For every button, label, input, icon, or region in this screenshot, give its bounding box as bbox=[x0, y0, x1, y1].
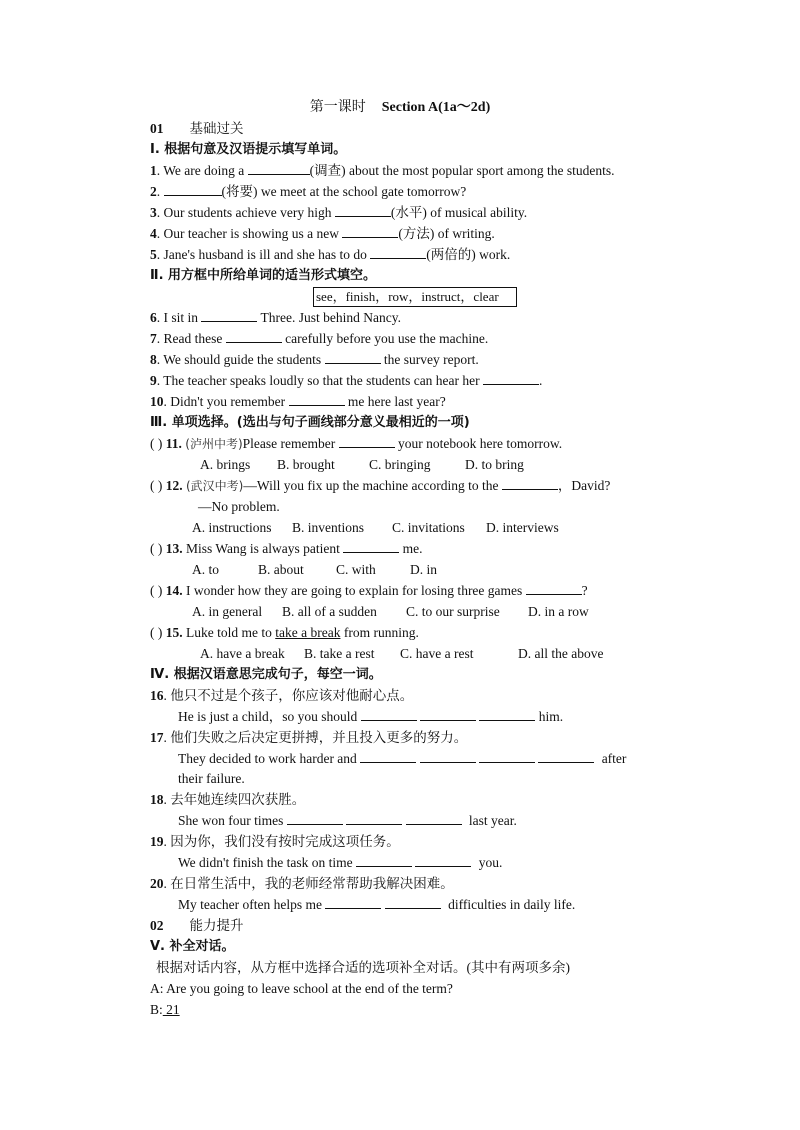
answer-line-17-cont: their failure. bbox=[178, 771, 245, 786]
answer-parens[interactable]: ( ) bbox=[150, 436, 163, 451]
question-7: 7. Read these carefully before you use the machine. bbox=[150, 331, 489, 346]
part-01-header bbox=[150, 119, 244, 139]
question-13: ( ) 13. Miss Wang is always patient me. bbox=[150, 541, 423, 556]
section-iv-heading: Ⅳ. 根据汉语意思完成句子，每空一词。 bbox=[150, 667, 382, 682]
answer-blank[interactable] bbox=[406, 811, 462, 825]
part-label: 基础过关 bbox=[189, 121, 244, 136]
answer-blank[interactable] bbox=[287, 811, 343, 825]
answer-line-20: My teacher often helps me difficulties in daily life. bbox=[178, 897, 576, 912]
blank-21[interactable]: 21 bbox=[162, 1002, 180, 1017]
answer-parens[interactable]: ( ) bbox=[150, 541, 163, 556]
answer-blank[interactable] bbox=[526, 581, 582, 595]
answer-blank[interactable] bbox=[343, 539, 399, 553]
reply-12: —No problem. bbox=[198, 499, 280, 514]
question-6: 6. I sit in Three. Just behind Nancy. bbox=[150, 310, 401, 325]
question-4: 4. Our teacher is showing us a new (方法) of writing. bbox=[150, 226, 495, 241]
answer-blank[interactable] bbox=[346, 811, 402, 825]
part-02-header bbox=[150, 916, 244, 936]
question-17: 17. 他们失败之后决定更拼搏，并且投入更多的努力。 bbox=[150, 730, 468, 745]
answer-blank[interactable] bbox=[420, 749, 476, 763]
answer-blank[interactable] bbox=[361, 707, 417, 721]
option-c[interactable]: C. invitations bbox=[392, 520, 465, 535]
option-d[interactable]: D. to bring bbox=[465, 457, 524, 472]
answer-line-18: She won four times last year. bbox=[178, 813, 517, 828]
answer-blank[interactable] bbox=[342, 224, 398, 238]
section-label: Section A(1a～2d) bbox=[381, 100, 491, 115]
answer-blank[interactable] bbox=[325, 895, 381, 909]
answer-line-17: They decided to work harder and after bbox=[178, 751, 627, 766]
answer-line-16: He is just a child，so you should him. bbox=[178, 709, 564, 724]
answer-blank[interactable] bbox=[420, 707, 476, 721]
option-d[interactable]: D. all the above bbox=[518, 646, 604, 661]
option-c[interactable]: C. bringing bbox=[369, 457, 431, 472]
answer-blank[interactable] bbox=[385, 895, 441, 909]
option-b[interactable]: B. brought bbox=[277, 457, 335, 472]
option-b[interactable]: B. take a rest bbox=[304, 646, 375, 661]
answer-blank[interactable] bbox=[370, 245, 426, 259]
question-16: 16. 他只不过是个孩子，你应该对他耐心点。 bbox=[150, 688, 414, 703]
answer-blank[interactable] bbox=[479, 749, 535, 763]
question-3: 3. Our students achieve very high (水平) of musical ability. bbox=[150, 205, 528, 220]
answer-blank[interactable] bbox=[201, 308, 257, 322]
option-a[interactable]: A. instructions bbox=[192, 520, 272, 535]
question-20: 20. 在日常生活中，我的老师经常帮助我解决困难。 bbox=[150, 876, 454, 891]
options-12 bbox=[192, 518, 559, 538]
options-11 bbox=[200, 455, 524, 475]
option-c[interactable]: C. have a rest bbox=[400, 646, 474, 661]
options-13 bbox=[192, 560, 437, 580]
lesson-label: 第一课时 bbox=[309, 100, 366, 115]
question-19: 19. 因为你，我们没有按时完成这项任务。 bbox=[150, 834, 400, 849]
option-c[interactable]: C. to our surprise bbox=[406, 604, 500, 619]
options-15 bbox=[200, 644, 603, 664]
question-12: ( ) 12. (武汉中考)—Will you fix up the machine according to the ，David? bbox=[150, 478, 611, 493]
answer-blank[interactable] bbox=[415, 853, 471, 867]
option-b[interactable]: B. about bbox=[258, 562, 304, 577]
question-18: 18. 去年她连续四次获胜。 bbox=[150, 792, 306, 807]
option-a[interactable]: A. brings bbox=[200, 457, 251, 472]
option-c[interactable]: C. with bbox=[336, 562, 376, 577]
dialogue-a: A: Are you going to leave school at the end of the term? bbox=[150, 981, 453, 996]
question-5: 5. Jane's husband is ill and she has to do (两倍的) work. bbox=[150, 247, 511, 262]
section-iii-heading: Ⅲ. 单项选择。(选出与句子画线部分意义最相近的一项) bbox=[150, 415, 470, 430]
section-v-heading: Ⅴ. 补全对话。 bbox=[150, 939, 235, 954]
answer-blank[interactable] bbox=[356, 853, 412, 867]
page-title bbox=[0, 98, 800, 118]
section-v-instructions: 根据对话内容，从方框中选择合适的选项补全对话。(其中有两项多余) bbox=[156, 960, 570, 975]
answer-blank[interactable] bbox=[335, 203, 391, 217]
option-b[interactable]: B. inventions bbox=[292, 520, 365, 535]
section-i-heading: Ⅰ. 根据句意及汉语提示填写单词。 bbox=[150, 142, 347, 157]
section-ii-heading: Ⅱ. 用方框中所给单词的适当形式填空。 bbox=[150, 268, 377, 283]
answer-parens[interactable]: ( ) bbox=[150, 478, 163, 493]
option-d[interactable]: D. in a row bbox=[528, 604, 589, 619]
option-a[interactable]: A. have a break bbox=[200, 646, 285, 661]
answer-blank[interactable] bbox=[479, 707, 535, 721]
answer-line-19: We didn't finish the task on time you. bbox=[178, 855, 503, 870]
answer-blank[interactable] bbox=[360, 749, 416, 763]
answer-blank[interactable] bbox=[325, 350, 381, 364]
question-9: 9. The teacher speaks loudly so that the students can hear her . bbox=[150, 373, 543, 388]
answer-blank[interactable] bbox=[483, 371, 539, 385]
question-1: 1. We are doing a (调查) about the most popular sport among the students. bbox=[150, 163, 615, 178]
question-8: 8. We should guide the students the survey report. bbox=[150, 352, 479, 367]
answer-blank[interactable] bbox=[502, 476, 558, 490]
option-d[interactable]: D. interviews bbox=[486, 520, 559, 535]
part-label: 能力提升 bbox=[189, 918, 244, 933]
answer-blank[interactable] bbox=[226, 329, 282, 343]
answer-blank[interactable] bbox=[538, 749, 594, 763]
underlined-phrase: take a break bbox=[275, 625, 341, 640]
answer-blank[interactable] bbox=[339, 434, 395, 448]
option-a[interactable]: A. to bbox=[192, 562, 219, 577]
question-11: ( ) 11. (泸州中考)Please remember your notebook here tomorrow. bbox=[150, 436, 563, 451]
answer-parens[interactable]: ( ) bbox=[150, 583, 163, 598]
option-b[interactable]: B. all of a sudden bbox=[282, 604, 377, 619]
option-d[interactable]: D. in bbox=[410, 562, 437, 577]
question-10: 10. Didn't you remember me here last year? bbox=[150, 394, 446, 409]
option-a[interactable]: A. in general bbox=[192, 604, 263, 619]
answer-blank[interactable] bbox=[289, 392, 345, 406]
part-number: 02 bbox=[150, 918, 164, 933]
answer-blank[interactable] bbox=[164, 182, 222, 196]
answer-parens[interactable]: ( ) bbox=[150, 625, 163, 640]
question-14: ( ) 14. I wonder how they are going to explain for losing three games ? bbox=[150, 583, 588, 598]
question-2: 2. (将要) we meet at the school gate tomorrow? bbox=[150, 184, 467, 199]
part-number: 01 bbox=[150, 121, 164, 136]
answer-blank[interactable] bbox=[248, 161, 310, 175]
word-box: see，finish，row，instruct，clear bbox=[313, 287, 517, 307]
question-15: ( ) 15. Luke told me to take a break from running. bbox=[150, 625, 419, 640]
options-14 bbox=[192, 602, 589, 622]
dialogue-b: B: 21 bbox=[150, 1002, 180, 1017]
